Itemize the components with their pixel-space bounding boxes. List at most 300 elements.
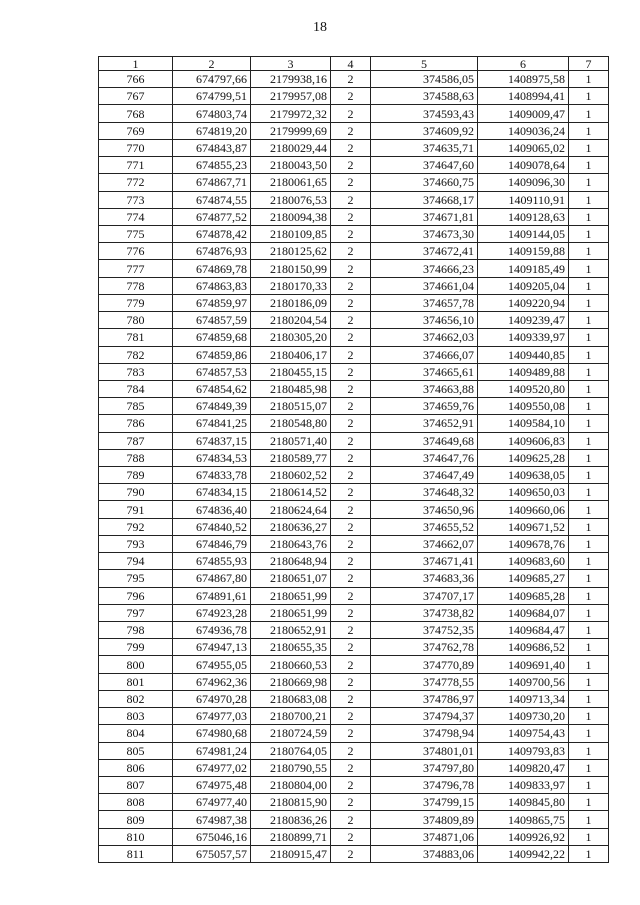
method-cell: 2 [331,570,371,587]
point-number-cell: 808 [99,794,173,811]
method-cell: 2 [331,467,371,484]
column-header: 3 [251,57,331,71]
method-cell: 2 [331,174,371,191]
point-number-cell: 773 [99,191,173,208]
coord-y-cell: 2180094,38 [251,208,331,225]
point-number-cell: 796 [99,587,173,604]
class-cell: 1 [569,191,609,208]
coord-x2-cell: 374801,01 [371,742,478,759]
coord-y-cell: 2180724,59 [251,725,331,742]
table-row [99,88,609,105]
table-header-row [99,57,609,71]
table-row [99,690,609,707]
coord-y2-cell: 1408975,58 [478,71,569,88]
point-number-cell: 800 [99,656,173,673]
method-cell: 2 [331,742,371,759]
coord-y2-cell: 1409110,91 [478,191,569,208]
coord-x-cell: 674859,86 [173,346,251,363]
coord-x-cell: 674857,53 [173,363,251,380]
point-number-cell: 783 [99,363,173,380]
coord-x-cell: 675046,16 [173,828,251,845]
coord-y-cell: 2180651,07 [251,570,331,587]
coord-y2-cell: 1409845,80 [478,794,569,811]
coord-x-cell: 674855,93 [173,553,251,570]
coord-y2-cell: 1409220,94 [478,294,569,311]
coord-x-cell: 674859,68 [173,329,251,346]
table-row [99,708,609,725]
coord-y2-cell: 1409239,47 [478,312,569,329]
coord-y-cell: 2180406,17 [251,346,331,363]
coord-x-cell: 674923,28 [173,604,251,621]
coord-x2-cell: 374661,04 [371,277,478,294]
point-number-cell: 806 [99,759,173,776]
coord-y-cell: 2180651,99 [251,604,331,621]
coord-y-cell: 2180764,05 [251,742,331,759]
class-cell: 1 [569,277,609,294]
coord-x2-cell: 374647,49 [371,467,478,484]
table-row [99,484,609,501]
coord-x-cell: 674981,24 [173,742,251,759]
point-number-cell: 770 [99,139,173,156]
coord-x2-cell: 374671,41 [371,553,478,570]
coord-y2-cell: 1409625,28 [478,449,569,466]
class-cell: 1 [569,484,609,501]
class-cell: 1 [569,708,609,725]
point-number-cell: 784 [99,380,173,397]
coord-y-cell: 2179938,16 [251,71,331,88]
coord-x2-cell: 374770,89 [371,656,478,673]
coord-y-cell: 2180700,21 [251,708,331,725]
coord-y2-cell: 1409865,75 [478,811,569,828]
class-cell: 1 [569,467,609,484]
class-cell: 1 [569,363,609,380]
coord-x-cell: 674876,93 [173,243,251,260]
coord-y-cell: 2180815,90 [251,794,331,811]
coord-x2-cell: 374799,15 [371,794,478,811]
class-cell: 1 [569,449,609,466]
coord-x-cell: 674863,83 [173,277,251,294]
coord-y-cell: 2180655,35 [251,639,331,656]
point-number-cell: 792 [99,518,173,535]
table-row [99,501,609,518]
method-cell: 2 [331,794,371,811]
coord-y2-cell: 1409754,43 [478,725,569,742]
method-cell: 2 [331,122,371,139]
method-cell: 2 [331,71,371,88]
method-cell: 2 [331,673,371,690]
coord-x-cell: 674799,51 [173,88,251,105]
class-cell: 1 [569,346,609,363]
table-row [99,71,609,88]
method-cell: 2 [331,553,371,570]
point-number-cell: 781 [99,329,173,346]
coord-y2-cell: 1409793,83 [478,742,569,759]
point-number-cell: 787 [99,432,173,449]
class-cell: 1 [569,174,609,191]
coord-x-cell: 674955,05 [173,656,251,673]
coord-y2-cell: 1409700,56 [478,673,569,690]
coord-x2-cell: 374656,10 [371,312,478,329]
coord-x2-cell: 374798,94 [371,725,478,742]
coord-x2-cell: 374883,06 [371,845,478,862]
coord-x2-cell: 374665,61 [371,363,478,380]
coord-x-cell: 674837,15 [173,432,251,449]
class-cell: 1 [569,415,609,432]
coord-y2-cell: 1409942,22 [478,845,569,862]
point-number-cell: 793 [99,535,173,552]
point-number-cell: 772 [99,174,173,191]
coord-y2-cell: 1409009,47 [478,105,569,122]
coord-y2-cell: 1409686,52 [478,639,569,656]
class-cell: 1 [569,260,609,277]
class-cell: 1 [569,105,609,122]
method-cell: 2 [331,225,371,242]
point-number-cell: 797 [99,604,173,621]
method-cell: 2 [331,518,371,535]
coord-y-cell: 2180043,50 [251,157,331,174]
class-cell: 1 [569,398,609,415]
class-cell: 1 [569,570,609,587]
coord-x-cell: 674980,68 [173,725,251,742]
coord-x-cell: 674859,97 [173,294,251,311]
table-row [99,312,609,329]
coord-x2-cell: 374659,76 [371,398,478,415]
coord-y2-cell: 1409685,28 [478,587,569,604]
coord-x-cell: 674849,39 [173,398,251,415]
coord-y-cell: 2180305,20 [251,329,331,346]
coord-y2-cell: 1409065,02 [478,139,569,156]
table-row [99,656,609,673]
method-cell: 2 [331,208,371,225]
coord-x2-cell: 374797,80 [371,759,478,776]
coord-x-cell: 674877,52 [173,208,251,225]
point-number-cell: 791 [99,501,173,518]
coord-y-cell: 2180455,15 [251,363,331,380]
table-row [99,260,609,277]
point-number-cell: 766 [99,71,173,88]
class-cell: 1 [569,243,609,260]
method-cell: 2 [331,759,371,776]
coord-y-cell: 2180652,91 [251,622,331,639]
coord-x2-cell: 374871,06 [371,828,478,845]
coord-x2-cell: 374662,03 [371,329,478,346]
method-cell: 2 [331,690,371,707]
coord-x-cell: 674977,40 [173,794,251,811]
coord-x-cell: 674977,02 [173,759,251,776]
coord-x-cell: 674867,80 [173,570,251,587]
table-row [99,449,609,466]
coord-x2-cell: 374666,07 [371,346,478,363]
method-cell: 2 [331,725,371,742]
point-number-cell: 811 [99,845,173,862]
coord-x2-cell: 374663,88 [371,380,478,397]
class-cell: 1 [569,535,609,552]
method-cell: 2 [331,845,371,862]
point-number-cell: 809 [99,811,173,828]
point-number-cell: 776 [99,243,173,260]
coord-y2-cell: 1409078,64 [478,157,569,174]
table-row [99,673,609,690]
coord-x2-cell: 374794,37 [371,708,478,725]
class-cell: 1 [569,380,609,397]
coord-y-cell: 2179972,32 [251,105,331,122]
coord-y2-cell: 1409606,83 [478,432,569,449]
class-cell: 1 [569,725,609,742]
class-cell: 1 [569,208,609,225]
table-row [99,157,609,174]
coord-y2-cell: 1408994,41 [478,88,569,105]
method-cell: 2 [331,157,371,174]
point-number-cell: 789 [99,467,173,484]
coord-y-cell: 2180029,44 [251,139,331,156]
table-row [99,570,609,587]
coord-y2-cell: 1409205,04 [478,277,569,294]
method-cell: 2 [331,449,371,466]
coord-y-cell: 2180515,07 [251,398,331,415]
coord-y-cell: 2180150,99 [251,260,331,277]
coord-y2-cell: 1409671,52 [478,518,569,535]
coord-x-cell: 674836,40 [173,501,251,518]
coord-y-cell: 2180790,55 [251,759,331,776]
coord-y-cell: 2180899,71 [251,828,331,845]
point-number-cell: 804 [99,725,173,742]
coord-x-cell: 675057,57 [173,845,251,862]
method-cell: 2 [331,191,371,208]
method-cell: 2 [331,312,371,329]
table-row [99,329,609,346]
table-row [99,105,609,122]
method-cell: 2 [331,277,371,294]
coord-y-cell: 2180683,08 [251,690,331,707]
coord-y2-cell: 1409638,05 [478,467,569,484]
table-row [99,191,609,208]
table-row [99,363,609,380]
method-cell: 2 [331,639,371,656]
coord-y2-cell: 1409036,24 [478,122,569,139]
coord-x2-cell: 374660,75 [371,174,478,191]
point-number-cell: 785 [99,398,173,415]
point-number-cell: 778 [99,277,173,294]
coord-y2-cell: 1409820,47 [478,759,569,776]
coord-x2-cell: 374635,71 [371,139,478,156]
table-row [99,742,609,759]
coord-x-cell: 674840,52 [173,518,251,535]
method-cell: 2 [331,380,371,397]
coord-y-cell: 2180836,26 [251,811,331,828]
coord-x-cell: 674834,53 [173,449,251,466]
coord-y2-cell: 1409159,88 [478,243,569,260]
coord-x2-cell: 374588,63 [371,88,478,105]
method-cell: 2 [331,484,371,501]
coord-y-cell: 2180076,53 [251,191,331,208]
coord-y-cell: 2180669,98 [251,673,331,690]
point-number-cell: 771 [99,157,173,174]
table-row [99,794,609,811]
table-row [99,725,609,742]
coord-y2-cell: 1409684,47 [478,622,569,639]
table-row [99,622,609,639]
coord-y2-cell: 1409684,07 [478,604,569,621]
coord-y2-cell: 1409926,92 [478,828,569,845]
table-row [99,398,609,415]
coord-x-cell: 674874,55 [173,191,251,208]
coord-x-cell: 674857,59 [173,312,251,329]
coord-x2-cell: 374647,60 [371,157,478,174]
column-header: 7 [569,57,609,71]
point-number-cell: 775 [99,225,173,242]
coord-y-cell: 2180589,77 [251,449,331,466]
class-cell: 1 [569,639,609,656]
coord-y2-cell: 1409489,88 [478,363,569,380]
coord-x2-cell: 374609,92 [371,122,478,139]
point-number-cell: 794 [99,553,173,570]
method-cell: 2 [331,622,371,639]
point-number-cell: 799 [99,639,173,656]
coord-x-cell: 674819,20 [173,122,251,139]
method-cell: 2 [331,432,371,449]
class-cell: 1 [569,811,609,828]
coord-x-cell: 674936,78 [173,622,251,639]
point-number-cell: 805 [99,742,173,759]
point-number-cell: 801 [99,673,173,690]
point-number-cell: 802 [99,690,173,707]
method-cell: 2 [331,260,371,277]
coord-y-cell: 2180636,27 [251,518,331,535]
coord-y-cell: 2180602,52 [251,467,331,484]
class-cell: 1 [569,553,609,570]
table-row [99,535,609,552]
class-cell: 1 [569,828,609,845]
table-row [99,174,609,191]
table-row [99,415,609,432]
class-cell: 1 [569,88,609,105]
coord-x2-cell: 374652,91 [371,415,478,432]
coord-x2-cell: 374648,32 [371,484,478,501]
class-cell: 1 [569,604,609,621]
point-number-cell: 810 [99,828,173,845]
point-number-cell: 788 [99,449,173,466]
class-cell: 1 [569,225,609,242]
point-number-cell: 769 [99,122,173,139]
coord-x-cell: 674947,13 [173,639,251,656]
point-number-cell: 777 [99,260,173,277]
coord-x-cell: 674846,79 [173,535,251,552]
coord-x2-cell: 374586,05 [371,71,478,88]
class-cell: 1 [569,845,609,862]
coord-y2-cell: 1409144,05 [478,225,569,242]
column-header: 5 [371,57,478,71]
coord-x2-cell: 374668,17 [371,191,478,208]
coord-y-cell: 2180204,54 [251,312,331,329]
point-number-cell: 798 [99,622,173,639]
column-header: 6 [478,57,569,71]
table-row [99,811,609,828]
coord-x-cell: 674869,78 [173,260,251,277]
coord-x-cell: 674987,38 [173,811,251,828]
method-cell: 2 [331,363,371,380]
coord-x2-cell: 374671,81 [371,208,478,225]
class-cell: 1 [569,794,609,811]
column-header: 2 [173,57,251,71]
method-cell: 2 [331,535,371,552]
class-cell: 1 [569,122,609,139]
class-cell: 1 [569,690,609,707]
coord-y2-cell: 1409683,60 [478,553,569,570]
coord-x-cell: 674855,23 [173,157,251,174]
coordinates-table [98,56,609,863]
table-row [99,432,609,449]
coord-y-cell: 2180186,09 [251,294,331,311]
class-cell: 1 [569,518,609,535]
coord-y2-cell: 1409550,08 [478,398,569,415]
coord-x-cell: 674803,74 [173,105,251,122]
point-number-cell: 795 [99,570,173,587]
coord-y-cell: 2179957,08 [251,88,331,105]
table-row [99,208,609,225]
coord-x2-cell: 374666,23 [371,260,478,277]
coord-y2-cell: 1409520,80 [478,380,569,397]
table-row [99,346,609,363]
coord-y-cell: 2180804,00 [251,776,331,793]
table-row [99,553,609,570]
coord-x2-cell: 374673,30 [371,225,478,242]
table-row [99,467,609,484]
point-number-cell: 790 [99,484,173,501]
coord-y2-cell: 1409339,97 [478,329,569,346]
coord-y-cell: 2180125,62 [251,243,331,260]
coord-x2-cell: 374657,78 [371,294,478,311]
page-number: 18 [313,20,327,35]
coord-y-cell: 2180548,80 [251,415,331,432]
point-number-cell: 807 [99,776,173,793]
table-row [99,518,609,535]
coord-y2-cell: 1409584,10 [478,415,569,432]
coord-y2-cell: 1409691,40 [478,656,569,673]
coord-x2-cell: 374778,55 [371,673,478,690]
method-cell: 2 [331,105,371,122]
method-cell: 2 [331,587,371,604]
point-number-cell: 774 [99,208,173,225]
table-row [99,277,609,294]
coord-y2-cell: 1409730,20 [478,708,569,725]
method-cell: 2 [331,708,371,725]
method-cell: 2 [331,398,371,415]
method-cell: 2 [331,604,371,621]
coord-x2-cell: 374707,17 [371,587,478,604]
coord-y2-cell: 1409660,06 [478,501,569,518]
table-row [99,639,609,656]
method-cell: 2 [331,776,371,793]
point-number-cell: 780 [99,312,173,329]
coord-x2-cell: 374650,96 [371,501,478,518]
point-number-cell: 786 [99,415,173,432]
coord-x-cell: 674841,25 [173,415,251,432]
class-cell: 1 [569,157,609,174]
table-row [99,759,609,776]
table-row [99,828,609,845]
point-number-cell: 768 [99,105,173,122]
coord-y-cell: 2180170,33 [251,277,331,294]
method-cell: 2 [331,501,371,518]
class-cell: 1 [569,294,609,311]
coord-x-cell: 674833,78 [173,467,251,484]
table-row [99,243,609,260]
coord-x2-cell: 374655,52 [371,518,478,535]
coord-x2-cell: 374738,82 [371,604,478,621]
coord-x-cell: 674854,62 [173,380,251,397]
coord-x2-cell: 374809,89 [371,811,478,828]
coord-x-cell: 674962,36 [173,673,251,690]
